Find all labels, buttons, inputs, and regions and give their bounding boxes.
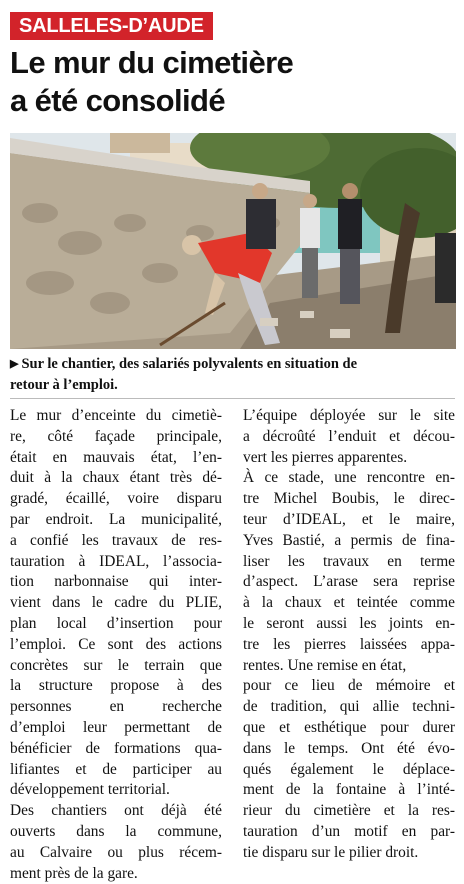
arrow-right-icon: ▶ [10, 358, 19, 370]
body-text-line: duit à la chaux étant très dé- [10, 469, 222, 487]
headline-line: a été consolidé [10, 83, 225, 118]
caption-line: retour à l’emploi. [10, 376, 118, 393]
body-text-line: vient dans le cadre du PLIE, [10, 594, 222, 612]
article-photo [10, 133, 456, 349]
body-text-line: tauration à IDEAL, l’associa- [10, 552, 222, 570]
body-text-line: teur d’IDEAL, et le maire, [243, 510, 455, 528]
article-column-2 [243, 406, 455, 864]
body-text-line: a décroûté l’enduit et décou- [243, 427, 455, 445]
location-tag: SALLELES-D’AUDE [10, 12, 213, 40]
construction-site-photo [10, 133, 456, 349]
body-text-line: À ce stade, une rencontre en- [243, 469, 455, 487]
body-text-line: gradé, écaillé, voire disparu [10, 490, 222, 508]
caption-divider [10, 398, 455, 399]
headline [10, 44, 455, 120]
body-text-line: a confié les travaux de res- [10, 531, 222, 549]
body-text-line: ment près de la gare. [10, 864, 138, 882]
body-text-line: re, côté façade principale, [10, 427, 222, 445]
headline-line: Le mur du cimetière [10, 45, 294, 80]
body-text-line: plan local d’insertion pour [10, 614, 222, 632]
body-text-line: l’emploi. Ce sont des actions [10, 635, 222, 653]
body-text-line: tie disparu sur le pilier droit. [243, 843, 419, 861]
body-text-line: L’équipe déployée sur le site [243, 407, 455, 424]
body-text-line: d’aspect. L’arase sera reprise [243, 573, 455, 591]
body-text-line: tion narbonnaise qui inter- [10, 573, 222, 591]
body-text-line: par endroit. La municipalité, [10, 510, 222, 528]
body-text-line: dans le temps. Ont été évo- [243, 739, 455, 757]
body-text-line: ment de la fontaine à l’inté- [243, 781, 455, 799]
body-text-line: à la chaux et teintée comme [243, 594, 455, 612]
body-text-line: tre Michel Boubis, le direc- [243, 490, 455, 508]
body-text-line: concrètes sur le terrain que [10, 656, 222, 674]
body-text-line: lifiantes et de participer au [10, 760, 222, 778]
body-text-line: rieur du cimetière et la res- [243, 802, 455, 820]
photo-caption [10, 354, 455, 396]
body-text-line: au Calvaire ou plus récem- [10, 843, 222, 861]
body-text-line: qués également le déplace- [243, 760, 455, 778]
body-text-line: la structure propose à des [10, 677, 222, 695]
body-text-line: Des chantiers ont déjà été [10, 802, 222, 820]
body-text-line: Le mur d’enceinte du cimetiè- [10, 407, 222, 424]
body-text-line: rentes. Une remise en état, [243, 656, 407, 674]
body-text-line: liser les travaux en terme [243, 552, 455, 570]
body-text-line: vert les pierres apparentes. [243, 448, 408, 466]
body-text-line: personnes en recherche [10, 698, 222, 716]
caption-text: Sur le chantier, des salariés polyvalents en situation de [21, 356, 358, 372]
body-text-line: ouverts dans la commune, [10, 822, 222, 840]
body-text-line: tre les pierres laissées appa- [243, 635, 455, 653]
body-text-line: d’emploi leur permettant de [10, 718, 222, 736]
caption-line [10, 354, 455, 375]
body-text-line: développement territorial. [10, 781, 170, 799]
body-text-line: pour ce lieu de mémoire et [243, 677, 455, 695]
body-text-line: bénéficier de formations qua- [10, 739, 222, 757]
body-text-line: était en mauvais état, l’en- [10, 448, 222, 466]
body-text-line: de tradition, qui allie techni- [243, 698, 455, 716]
body-text-line: le seront aussi les joints en- [243, 614, 455, 632]
body-text-line: que et esthétique pour durer [243, 718, 455, 736]
body-text-line: Yves Bastié, a permis de fina- [243, 531, 455, 549]
body-text-line: tauration d’un motif en par- [243, 822, 455, 840]
article-column-1 [10, 406, 222, 884]
